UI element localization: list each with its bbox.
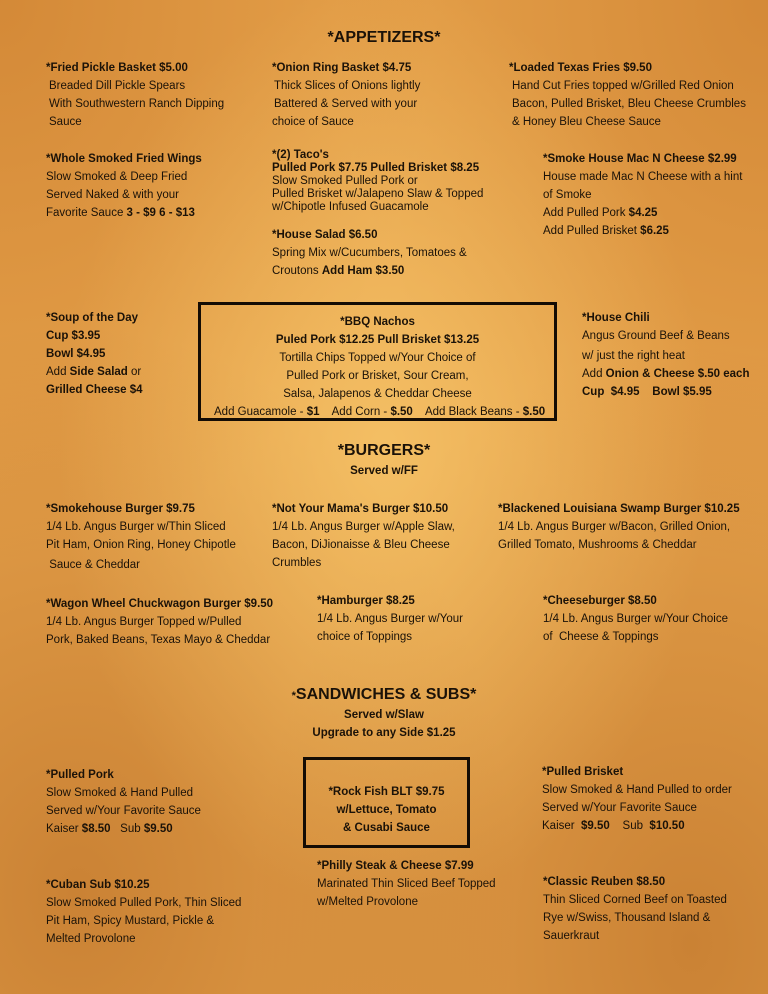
menu-item-wagon-wheel-burger [46, 595, 273, 649]
item-line: w/Melted Provolone [317, 896, 418, 908]
item-line: 1/4 Lb. Angus Burger w/Your [317, 613, 463, 625]
item-line: & Honey Bleu Cheese Sauce [512, 116, 661, 128]
item-line: Pulled Brisket w/Jalapeno Slaw & Topped [272, 188, 484, 200]
item-price: $8.50 [81, 823, 111, 835]
item-line [272, 262, 467, 280]
item-title: *Fried Pickle Basket $5.00 [46, 62, 188, 74]
burgers-subheading: Served w/FF [350, 465, 418, 477]
item-title: *Whole Smoked Fried Wings [46, 153, 202, 165]
item-line: Slow Smoked Pulled Pork or [272, 175, 418, 187]
item-line: Served w/Your Favorite Sauce [542, 802, 697, 814]
item-line: w/Chipotle Infused Guacamole [272, 201, 429, 213]
item-title: *Rock Fish BLT $9.75 [328, 786, 445, 798]
item-title: *Cheeseburger $8.50 [543, 595, 657, 607]
item-line: With Southwestern Ranch Dipping [49, 98, 225, 110]
item-line: Tortilla Chips Topped w/Your Choice of [279, 352, 476, 364]
item-line: w/ just the right heat [582, 350, 685, 362]
item-line: Bacon, Pulled Brisket, Bleu Cheese Crumbles [512, 98, 746, 110]
menu-item-pulled-pork [46, 766, 201, 838]
sandwiches-heading [0, 686, 768, 704]
item-line: Melted Provolone [46, 933, 136, 945]
menu-item-rock-fish-blt [303, 783, 470, 837]
item-line: Rye w/Swiss, Thousand Island & [543, 912, 711, 924]
item-line: Angus Ground Beef & Beans [582, 330, 730, 342]
item-price: Cup $4.95 Bowl $5.95 [582, 386, 712, 398]
item-title: *(2) Taco's [272, 149, 329, 161]
menu-item-pulled-brisket [542, 763, 732, 835]
sandwiches-subheading: Served w/Slaw [344, 709, 424, 721]
item-title: *Soup of the Day [46, 312, 139, 324]
item-line: Slow Smoked & Hand Pulled to order [542, 784, 732, 796]
item-title: *Loaded Texas Fries $9.50 [509, 62, 652, 74]
item-line: Pulled Pork or Brisket, Sour Cream, [286, 370, 469, 382]
addon-text: Add Guacamole - [214, 406, 307, 418]
item-price: $4.25 [628, 207, 658, 219]
menu-item-house-salad [272, 226, 467, 280]
item-title: *Hamburger $8.25 [317, 595, 415, 607]
item-price: $9.50 [143, 823, 173, 835]
item-line [46, 363, 143, 381]
menu-item-hamburger [317, 592, 463, 646]
appetizers-heading: *APPETIZERS* [327, 29, 441, 46]
item-title: *Pulled Pork [46, 769, 114, 781]
item-title: *Smoke House Mac N Cheese $2.99 [543, 153, 737, 165]
item-bold: Side Salad [69, 366, 128, 378]
item-line: 1/4 Lb. Angus Burger w/Your Choice [543, 613, 728, 625]
item-line: & Cusabi Sauce [343, 822, 430, 834]
menu-item-wings [46, 150, 202, 222]
addon-price: $1 [306, 406, 320, 418]
item-text: or [127, 366, 142, 378]
item-line: Grilled Tomato, Mushrooms & Cheddar [498, 539, 697, 551]
item-line: Pit Ham, Spicy Mustard, Pickle & [46, 915, 215, 927]
menu-item-fried-pickle [46, 59, 224, 131]
item-line: Sauce & Cheddar [46, 559, 140, 571]
item-prices: Puled Pork $12.25 Pull Brisket $13.25 [275, 334, 480, 346]
item-text: Sub [609, 820, 650, 832]
menu-item-soup [46, 309, 143, 399]
item-price: Onion & Cheese $.50 each [605, 368, 750, 380]
menu-item-house-chili [582, 309, 749, 401]
item-line: Battered & Served with your [274, 98, 418, 110]
heading-star: * [291, 690, 296, 702]
menu-item-onion-ring [272, 59, 420, 131]
menu-item-texas-fries [509, 59, 746, 131]
item-title: *Not Your Mama's Burger $10.50 [272, 503, 449, 515]
item-line: 1/4 Lb. Angus Burger Topped w/Pulled [46, 616, 242, 628]
item-line: Crumbles [272, 557, 322, 569]
item-line: Salsa, Jalapenos & Cheddar Cheese [283, 388, 472, 400]
item-line: choice of Toppings [317, 631, 413, 643]
item-line: Spring Mix w/Cucumbers, Tomatoes & [272, 247, 467, 259]
item-title: *House Chili [582, 312, 650, 324]
item-title: *Onion Ring Basket $4.75 [272, 62, 412, 74]
nachos-add-ons [214, 403, 545, 421]
item-price: Cup $3.95 [46, 330, 101, 342]
menu-item-smokehouse-burger [46, 500, 236, 574]
item-line [46, 204, 202, 222]
item-text: Croutons [272, 265, 322, 277]
menu-item-mac-n-cheese [543, 150, 742, 240]
menu-item-cheeseburger [543, 592, 728, 646]
item-line [543, 222, 742, 240]
item-line: 1/4 Lb. Angus Burger w/Thin Sliced [46, 521, 226, 533]
item-line: 1/4 Lb. Angus Burger w/Apple Slaw, [272, 521, 455, 533]
item-line: w/Lettuce, Tomato [336, 804, 437, 816]
item-title: *Wagon Wheel Chuckwagon Burger $9.50 [46, 598, 274, 610]
item-price: $6.25 [640, 225, 669, 237]
item-title: *BBQ Nachos [340, 316, 415, 328]
item-line: Pit Ham, Onion Ring, Honey Chipotle [46, 539, 236, 551]
item-price: 3 - $9 6 - $13 [126, 207, 195, 219]
item-line [542, 817, 732, 835]
item-price: Bowl $4.95 [46, 348, 106, 360]
item-line: Pork, Baked Beans, Texas Mayo & Cheddar [46, 634, 271, 646]
item-line: Served w/Your Favorite Sauce [46, 805, 201, 817]
item-line [543, 204, 742, 222]
menu-item-cuban-sub [46, 876, 241, 948]
item-prices: Pulled Pork $7.75 Pulled Brisket $8.25 [272, 162, 480, 174]
item-line: Slow Smoked Pulled Pork, Thin Sliced [46, 897, 242, 909]
item-title: *Philly Steak & Cheese $7.99 [317, 860, 474, 872]
item-line: Marinated Thin Sliced Beef Topped [317, 878, 496, 890]
menu-item-bbq-nachos [198, 313, 557, 403]
item-text: Kaiser [46, 823, 82, 835]
item-price: $10.50 [649, 820, 685, 832]
item-text: Add [46, 366, 70, 378]
sandwiches-upgrade-note: Upgrade to any Side $1.25 [312, 727, 456, 739]
menu-item-philly-steak [317, 857, 496, 911]
burgers-heading: *BURGERS* [337, 442, 431, 459]
addon-text: Add Black Beans - [412, 406, 523, 418]
item-price: $9.50 [581, 820, 610, 832]
item-line: Bacon, DiJionaisse & Bleu Cheese [272, 539, 450, 551]
item-text: Add Pulled Brisket [543, 225, 641, 237]
item-text: Sub [110, 823, 144, 835]
item-title: *Classic Reuben $8.50 [543, 876, 666, 888]
item-text: Add Pulled Pork [543, 207, 629, 219]
item-line: 1/4 Lb. Angus Burger w/Bacon, Grilled Onion, [498, 521, 731, 533]
addon-text: Add Corn - [319, 406, 391, 418]
menu-item-swamp-burger [498, 500, 740, 554]
item-text: Favorite Sauce [46, 207, 127, 219]
menu-item-tacos [272, 149, 483, 214]
item-line: House made Mac N Cheese with a hint [543, 171, 743, 183]
item-title: *Cuban Sub $10.25 [46, 879, 150, 891]
item-title: *Blackened Louisiana Swamp Burger $10.25 [498, 503, 740, 515]
item-line: Thin Sliced Corned Beef on Toasted [543, 894, 727, 906]
item-line: Thick Slices of Onions lightly [274, 80, 421, 92]
item-title: *Smokehouse Burger $9.75 [46, 503, 195, 515]
menu-item-classic-reuben [543, 873, 727, 945]
item-line: Slow Smoked & Deep Fried [46, 171, 188, 183]
item-line: Served Naked & with your [46, 189, 179, 201]
item-price: Add Ham $3.50 [321, 265, 405, 277]
heading-text: SANDWICHES & SUBS* [295, 686, 477, 703]
item-title: *Pulled Brisket [542, 766, 624, 778]
item-line: Slow Smoked & Hand Pulled [46, 787, 194, 799]
item-text: Kaiser [542, 820, 581, 832]
item-line: choice of Sauce [272, 116, 354, 128]
item-line: Hand Cut Fries topped w/Grilled Red Onion [512, 80, 734, 92]
item-title: *House Salad $6.50 [272, 229, 378, 241]
item-line [46, 820, 201, 838]
item-line: Breaded Dill Pickle Spears [49, 80, 186, 92]
menu-item-mamas-burger [272, 500, 455, 572]
item-line [582, 365, 749, 383]
item-text: Add [582, 368, 606, 380]
item-price: Grilled Cheese $4 [46, 384, 143, 396]
addon-price: $.50 [390, 406, 413, 418]
item-line: Sauerkraut [543, 930, 600, 942]
addon-price: $.50 [522, 406, 546, 418]
item-line: of Cheese & Toppings [543, 631, 659, 643]
item-line: Sauce [49, 116, 82, 128]
item-line: of Smoke [543, 189, 592, 201]
